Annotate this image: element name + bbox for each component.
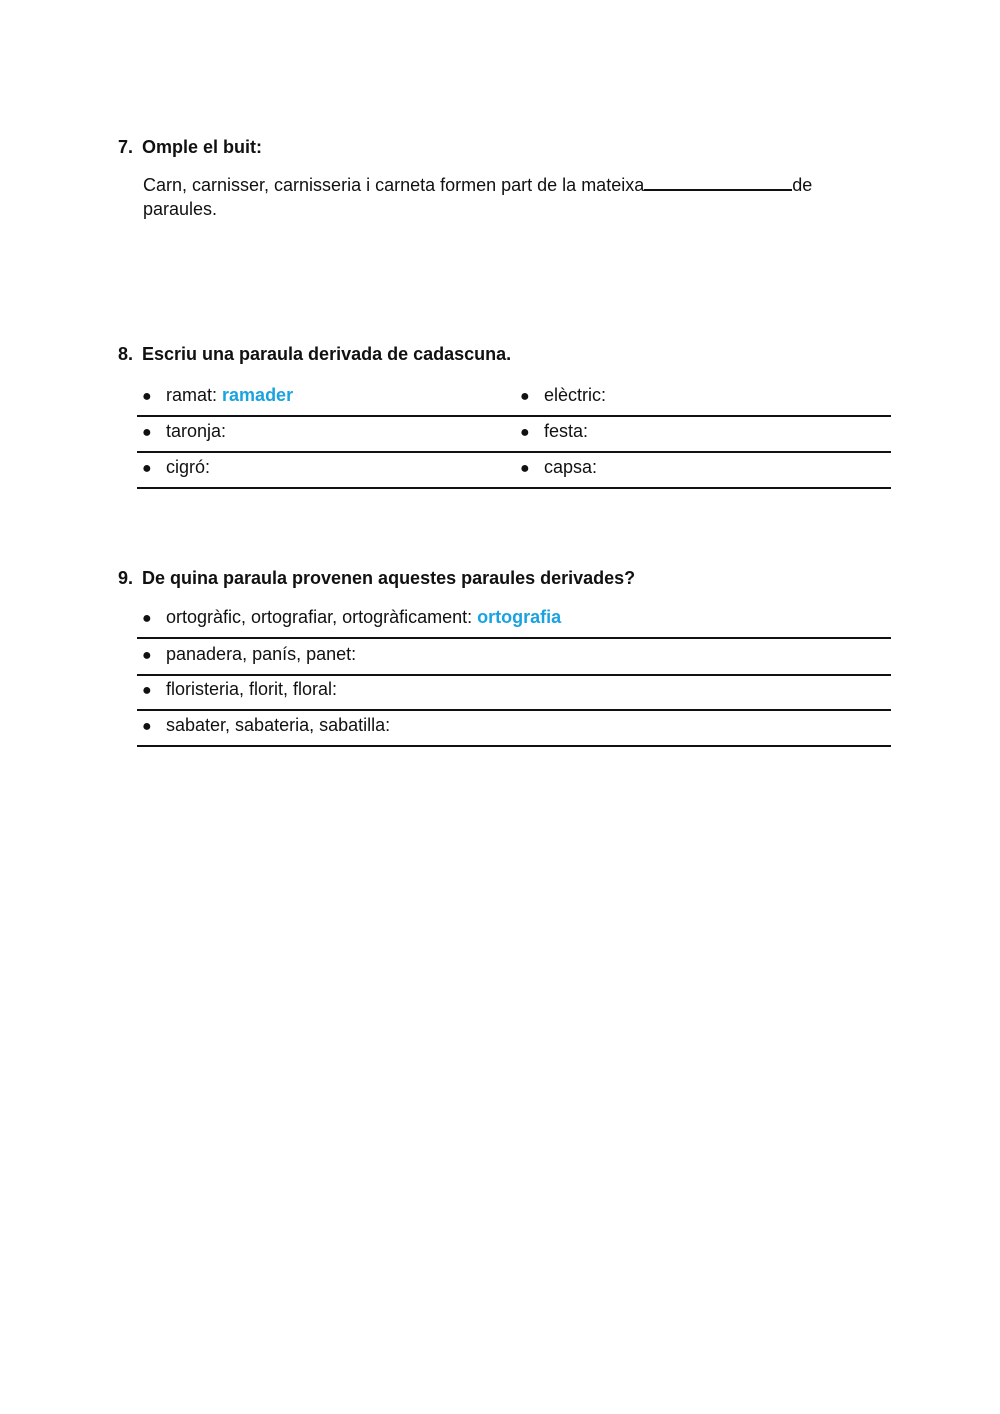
sentence-part-2: de — [792, 175, 813, 195]
question-text: De quina paraula provenen aquestes paraules derivades? — [142, 568, 636, 588]
answer-text: ortografia — [477, 607, 562, 627]
answer-row — [137, 601, 891, 639]
word-label: ramat: — [166, 385, 218, 405]
answer-row — [137, 379, 891, 417]
word-item[interactable] — [142, 715, 390, 736]
bullet-icon: ● — [520, 424, 530, 441]
bullet-icon: ● — [520, 460, 530, 477]
bullet-icon: ● — [142, 460, 152, 477]
word-label: capsa: — [544, 457, 598, 477]
word-label: ortogràfic, ortografiar, ortogràficament: — [166, 607, 473, 627]
bullet-icon: ● — [142, 610, 152, 627]
word-label: cigró: — [166, 457, 211, 477]
word-label: festa: — [544, 421, 589, 441]
fill-blank[interactable] — [644, 171, 792, 191]
word-item[interactable] — [520, 421, 588, 442]
sentence-line-2: paraules. — [143, 199, 218, 219]
question-8-title — [118, 344, 511, 365]
question-number: 9. — [118, 568, 134, 588]
bullet-icon: ● — [142, 718, 152, 735]
word-label: taronja: — [166, 421, 227, 441]
word-item[interactable] — [142, 421, 226, 442]
word-item[interactable] — [142, 385, 293, 406]
bullet-icon: ● — [142, 388, 152, 405]
answer-text: ramader — [222, 385, 294, 405]
word-item[interactable] — [142, 679, 337, 700]
question-7-sentence — [143, 171, 893, 221]
answer-row — [137, 638, 891, 676]
word-item[interactable] — [520, 385, 606, 406]
bullet-icon: ● — [142, 682, 152, 699]
question-9-title — [118, 568, 635, 589]
word-item[interactable] — [142, 607, 561, 628]
word-label: floristeria, florit, floral: — [166, 679, 338, 699]
bullet-icon: ● — [142, 647, 152, 664]
word-label: elèctric: — [544, 385, 607, 405]
bullet-icon: ● — [142, 424, 152, 441]
sentence-part-1: Carn, carnisser, carnisseria i carneta formen part de la mateixa — [143, 175, 645, 195]
word-label: sabater, sabateria, sabatilla: — [166, 715, 391, 735]
answer-row — [137, 415, 891, 453]
question-text: Omple el buit: — [142, 137, 263, 157]
answer-row — [137, 709, 891, 747]
word-item[interactable] — [142, 457, 210, 478]
word-item[interactable] — [142, 644, 356, 665]
word-item[interactable] — [520, 457, 597, 478]
question-number: 8. — [118, 344, 134, 364]
answer-row — [137, 673, 891, 711]
word-label: panadera, panís, panet: — [166, 644, 357, 664]
question-number: 7. — [118, 137, 134, 157]
question-7-title — [118, 137, 262, 158]
question-text: Escriu una paraula derivada de cadascuna. — [142, 344, 512, 364]
answer-row — [137, 451, 891, 489]
bullet-icon: ● — [520, 388, 530, 405]
